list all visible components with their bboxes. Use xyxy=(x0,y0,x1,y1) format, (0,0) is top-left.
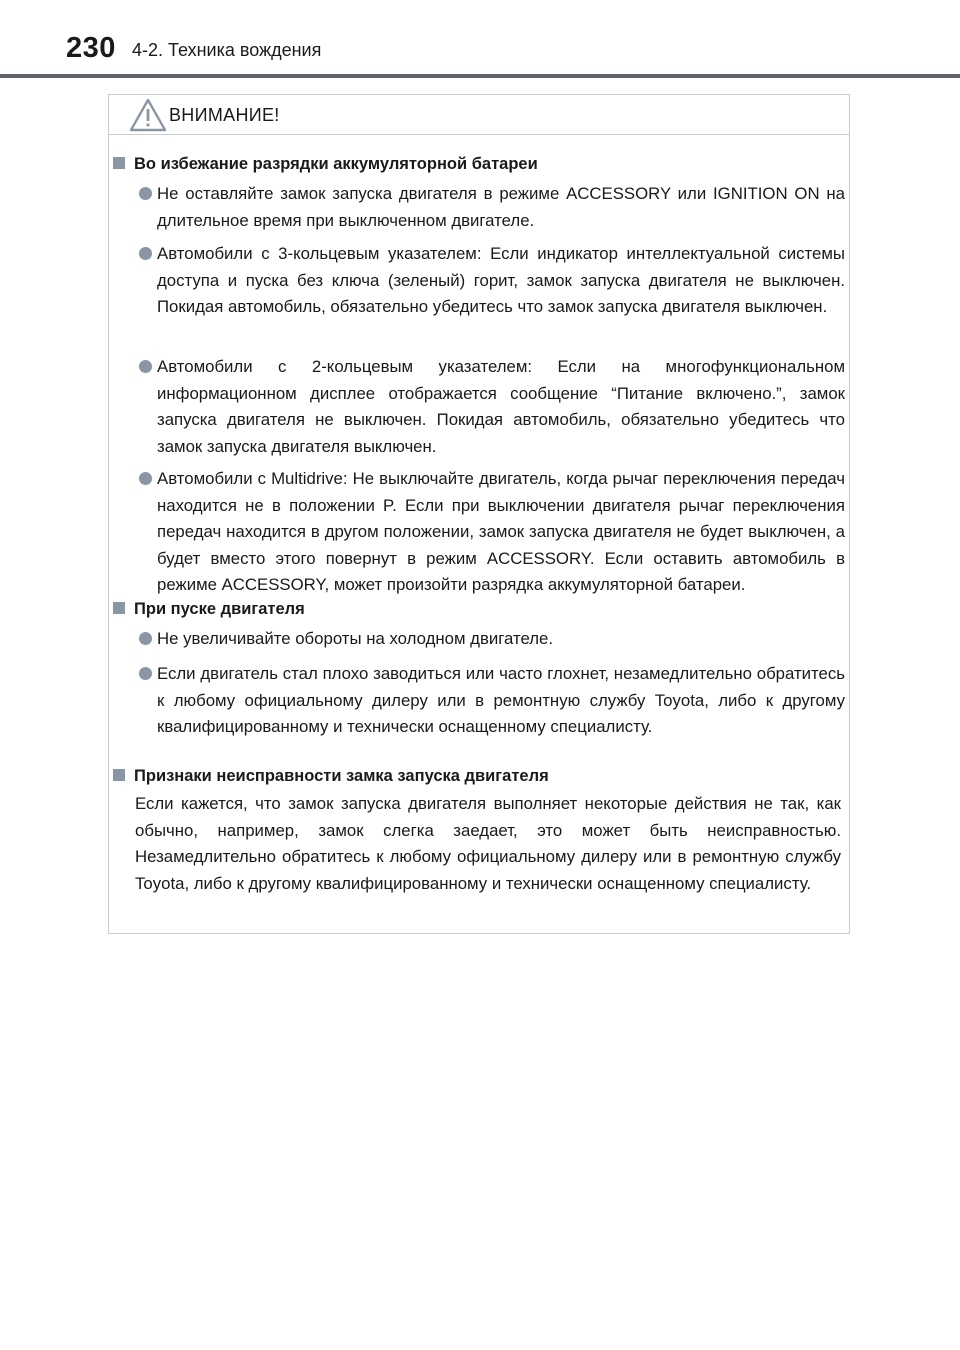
header-rule xyxy=(0,74,960,78)
section-heading: Признаки неисправности замка запуска двигателя xyxy=(113,763,549,789)
warning-triangle-icon xyxy=(129,98,167,132)
square-bullet-icon xyxy=(113,769,125,781)
round-bullet-icon xyxy=(139,360,152,373)
page-number: 230 xyxy=(66,32,116,64)
round-bullet-icon xyxy=(139,247,152,260)
round-bullet-icon xyxy=(139,472,152,485)
round-bullet-icon xyxy=(139,632,152,645)
paragraph: Если кажется, что замок запуска двигателя выполняет некоторые действия не так, как обычно, например, замок слегка заедает, это может быть неисправностью. Незамедлительно обратитесь к любому официальному дилеру или в ремонтную службу Toyota, либо к другому квалифицированному и технически оснащенному специалисту. xyxy=(135,794,841,893)
square-bullet-icon xyxy=(113,602,125,614)
caution-box: ВНИМАНИЕ! Во избежание разрядки аккумуляторной батареи Не оставляйте замок запуска двигателя в режиме ACCESSORY или IGNITION ON на длительное время при выключенном двигателе. Автомобили с 3-кольцевым указателем: Если индикатор интеллектуальной системы доступа и пуска без ключа (зеленый) горит, замок запуска двигателя не выключен. Покидая автомобиль, обязательно убедитесь что замок запуска двигателя выключен. Автомобили с 2-кольцевым указателем: Если на многофункциональном информационном дисплее отображается сообщение “Питание включено.”, замок запуска двигателя не выключен. Покидая автомобиль, обязательно убедитесь что замок запуска двигателя выключен. Автомобили с Multidrive: Не выключайте двигатель, когда рычаг переключения передач находится не в положении P. Если при выключении двигателя рычаг переключения передач находится в другом положении, замок запуска двигателя не будет выключен, а будет вместо этого повернут в режим ACCESSORY. Если оставить автомобиль в режиме ACCESSORY, может произойти разрядка аккумуляторной батареи. При пуске двигателя Не увеличивайте обороты на холодном двигателе. Если двигатель стал плохо заводиться или часто глохнет, незамедлительно обратитесь к любому официальному дилеру или в ремонтную службу Toyota, либо к другому квалифицированному и технически оснащенному специалисту. Признаки неисправности замка запуска двигателя Если кажется, что замок запуска двигателя выполняет некоторые действия не так, как обычно, например, замок слегка заедает, это может быть неисправностью. Незамедлительно обратитесь к любому официальному дилеру или в ремонтную службу Toyota, либо к другому квалифицированному и технически оснащенному специалисту. xyxy=(108,94,850,934)
section-title: 4-2. Техника вождения xyxy=(132,40,322,60)
round-bullet-icon xyxy=(139,187,152,200)
section-heading: Во избежание разрядки аккумуляторной батареи xyxy=(113,151,538,177)
round-bullet-icon xyxy=(139,667,152,680)
section-heading: При пуске двигателя xyxy=(113,596,305,622)
caution-title: ВНИМАНИЕ! xyxy=(169,105,280,125)
caution-header xyxy=(109,95,849,135)
square-bullet-icon xyxy=(113,157,125,169)
page-header xyxy=(0,0,960,78)
